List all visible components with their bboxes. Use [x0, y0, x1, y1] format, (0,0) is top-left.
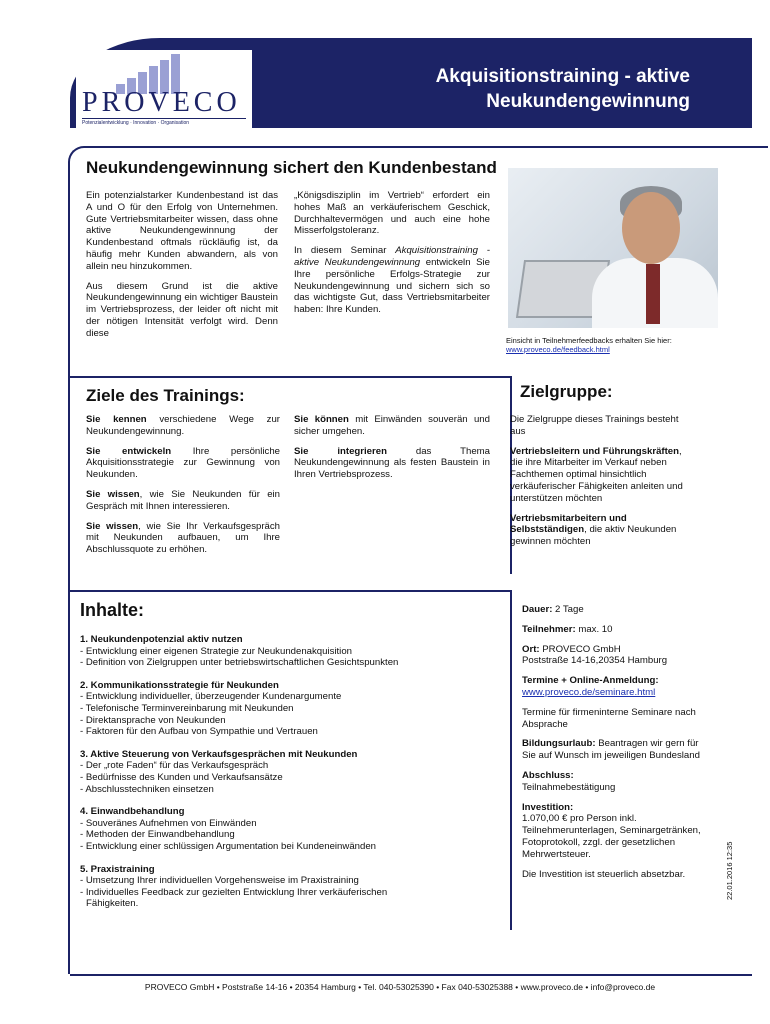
- intro-col2-p1: „Königsdisziplin im Vertrieb“ erfordert ein hohes Maß an verkäuferischem Geschick, Durchhaltevermögen und auch eine hohe Misserfolgstoleranz.: [294, 190, 490, 237]
- info-termine: Termine + Online-Anmeldung: www.proveco.de/seminare.html: [522, 675, 659, 698]
- title-line-2: Neukundengewinnung: [486, 91, 690, 112]
- contents-section: 3. Aktive Steuerung von Verkaufsgesprächen mit Neukunden - Der „rote Faden“ für das Verkaufsgespräch - Bedürfnisse des Kunden und Verkaufsansätze - Abschlusstechniken einsetzen: [80, 748, 358, 795]
- contents-section: 2. Kommunikationsstrategie für Neukunden - Entwicklung individueller, überzeugender Kundenargumente - Telefonische Terminvereinbarung mit Neukunden - Direktansprache von Neukunden - Faktoren für den Aufbau von Sympathie und Vertrauen: [80, 679, 342, 738]
- info-ort: Ort: PROVECO GmbH Poststraße 14-16,20354 Hamburg: [522, 643, 668, 667]
- info-investition-note: Die Investition ist steuerlich absetzbar.: [522, 868, 686, 880]
- salesman-photo: [508, 168, 718, 328]
- intro-col-1: [86, 190, 278, 348]
- logo-line: [82, 118, 246, 119]
- logo-tagline: Potenzialentwicklung · Innovation · Organisation: [82, 120, 190, 126]
- goal-item: Sie können mit Einwänden souverän und sicher umgehen.: [294, 414, 490, 437]
- info-bildungsurlaub: Bildungsurlaub: Beantragen wir gern für Sie auf Wunsch im jeweiligen Bundesland: [522, 738, 700, 762]
- info-teilnehmer: Teilnehmer: max. 10: [522, 623, 613, 635]
- contents-divider: [70, 590, 510, 592]
- seminare-link[interactable]: www.proveco.de/seminare.html: [522, 686, 656, 698]
- proveco-logo: [76, 50, 252, 130]
- footer-divider: [70, 974, 752, 976]
- contents-section: 4. Einwandbehandlung - Souveränes Aufnehmen von Einwänden - Methoden der Einwandbehandlung - Entwicklung einer schlüssigen Argumentation bei Kundeneinwänden: [80, 806, 376, 852]
- intro-col1-p2: Aus diesem Grund ist die aktive Neukundengewinnung ein wichtiger Baustein im Vertriebsprozess, der leider oft nicht mit der nötigen Intensität verfolgt wird. Denn diese: [86, 280, 278, 339]
- intro-col2-p2: In diesem Seminar Akquisitionstraining - aktive Neukundengewinnung entwickeln Sie Ihre persönliche Erfolgs-Strategie zur Neukundengewinnung und sichern sich so das wichtigste Gut, dass Vertriebsmitarbeiter haben: Ihre Kunden.: [294, 245, 490, 316]
- intro-heading: Neukundengewinnung sichert den Kundenbestand: [86, 158, 497, 177]
- intro-col1-p1: Ein potenzialstarker Kundenbestand ist das A und O für den Erfolg von Unternehmen. Gute Vertriebsmitarbeiter wissen, dass ohne aktive Neukundengewinnung der Kundenbestand oftmals rückläufig ist, da häufig mehr Kunden abwandern, als von allein neu hinzukommen.: [86, 190, 278, 272]
- target-heading: Zielgruppe:: [520, 382, 613, 401]
- info-inhouse: Termine für firmeninterne Seminare nach Absprache: [522, 706, 696, 730]
- seminar-info: [522, 604, 702, 888]
- title-line-1: Akquisitionstraining - aktive: [435, 66, 690, 87]
- goal-item: Sie integrieren das Thema Neukundengewinnung als festen Baustein in Ihren Vertriebsprozess.: [294, 445, 490, 481]
- page-title: [436, 64, 690, 114]
- goals-heading: Ziele des Trainings:: [86, 386, 245, 405]
- contents-section: 1. Neukundenpotenzial aktiv nutzen - Entwicklung einer eigenen Strategie zur Neukundenakquisition - Definition von Zielgruppen unter betriebswirtschaftlichen Gesichtspunkten: [80, 634, 399, 669]
- goals-divider: [70, 376, 510, 378]
- info-abschluss: Abschluss: Teilnahmebestätigung: [522, 769, 616, 793]
- info-dauer: Dauer: 2 Tage: [522, 604, 584, 615]
- intro-col-2: [294, 190, 490, 324]
- footer: PROVECO GmbH • Poststraße 14-16 • 20354 Hamburg • Tel. 040-53025390 • Fax 040-53025388 • www.proveco.de • info@proveco.de: [144, 982, 656, 992]
- contents-list: [80, 634, 500, 921]
- goal-item: Sie wissen, wie Sie Ihr Verkaufsgespräch mit Neukunden aufbauen, um Ihre Abschlussquote zu erhöhen.: [86, 520, 280, 556]
- info-investition: Investition: 1.070,00 € pro Person inkl. Teilnehmerunterlagen, Seminargetränken, Fotoprotokoll, zzgl. der gesetzlichen Mehrwertsteuer.: [522, 801, 701, 860]
- target-intro: Die Zielgruppe dieses Trainings besteht aus: [510, 414, 679, 437]
- target-group-1: Vertriebsleitern und Führungskräften, die ihre Mitarbeiter im Verkauf neben Fachthemen optimal hinsichtlich verkäuferischer Fähigkeiten anleiten und unterstützen möchten: [510, 445, 683, 504]
- feedback-link[interactable]: www.proveco.de/feedback.html: [506, 345, 610, 354]
- contents-heading: Inhalte:: [80, 600, 145, 620]
- target-group-2: Vertriebsmitarbeitern und Selbstständigen, die aktiv Neukunden gewinnen möchten: [510, 512, 677, 548]
- goals-left: [86, 414, 280, 564]
- goal-item: Sie entwickeln Ihre persönliche Akquisitionsstrategie zur Gewinnung von Neukunden.: [86, 445, 280, 481]
- goal-item: Sie kennen verschiedene Wege zur Neukundengewinnung.: [86, 414, 280, 437]
- date-stamp: 22.01.2016 12:35: [725, 841, 734, 900]
- feedback-caption: Einsicht in Teilnehmerfeedbacks erhalten Sie hier: www.proveco.de/feedback.html: [506, 336, 672, 354]
- goal-item: Sie wissen, wie Sie Neukunden für ein Gespräch mit Ihnen interessieren.: [86, 488, 281, 512]
- contents-section: 5. Praxistraining - Umsetzung Ihrer individuellen Vorgehensweise im Praxistraining - Individuelles Feedback zur gezielten Entwicklung Ihrer verkäuferischen Fähigkeiten.: [80, 863, 388, 910]
- logo-text: PROVECO: [82, 87, 241, 118]
- target-group: [510, 414, 696, 556]
- goals-right: [294, 414, 490, 489]
- contents-vertical-divider: [510, 590, 512, 930]
